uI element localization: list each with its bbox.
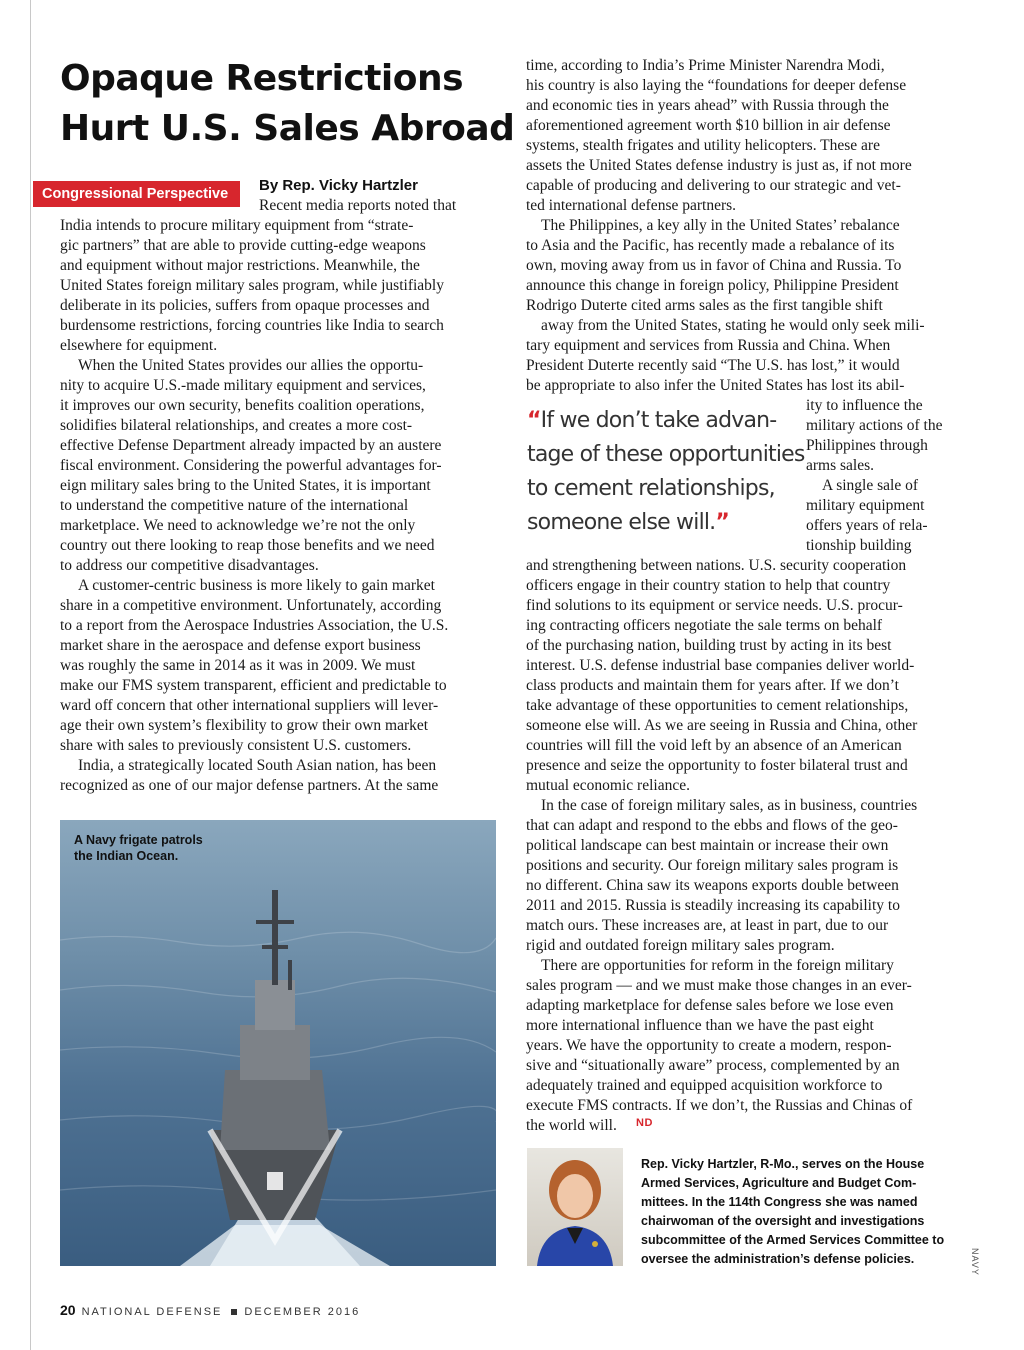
body-text-line: to understand the competitive nature of the international <box>60 497 409 514</box>
body-text-line: The Philippines, a key ally in the United States’ rebalance <box>541 217 900 234</box>
close-quote-mark: ” <box>715 510 730 535</box>
byline: By Rep. Vicky Hartzler <box>259 177 418 194</box>
bio-line: mittees. In the 114th Congress she was named <box>641 1195 918 1209</box>
body-text-line: away from the United States, stating he would only seek mili- <box>541 317 925 334</box>
body-text-line: aforementioned agreement worth $10 billion in air defense <box>526 117 891 134</box>
photo-caption-line: A Navy frigate patrols <box>74 833 203 847</box>
pull-quote <box>527 404 807 540</box>
body-text-line: ted international defense partners. <box>526 197 737 214</box>
pull-quote-line <box>527 506 807 540</box>
body-text-line: was roughly the same in 2014 as it was in 2009. We must <box>60 657 416 674</box>
body-text-line: time, according to India’s Prime Minister Narendra Modi, <box>526 57 885 74</box>
bio-line: chairwoman of the oversight and investigations <box>641 1214 925 1228</box>
author-portrait <box>527 1148 623 1266</box>
photo-caption <box>74 832 203 864</box>
body-text-line: execute FMS contracts. If we don’t, the Russias and Chinas of <box>526 1097 913 1114</box>
title-line: Opaque Restrictions <box>60 58 464 99</box>
body-text-line: of the purchasing nation, building trust by acting in its best <box>526 637 892 654</box>
photo-credit: NAVY <box>970 1248 980 1276</box>
body-text-line: positions and security. Our foreign military sales program is <box>526 857 899 874</box>
body-text-line: solidifies bilateral relationships, and creates a more cost- <box>60 417 413 434</box>
body-text-line: presence and seize the opportunity to foster bilateral trust and <box>526 757 908 774</box>
body-text-line: to a report from the Aerospace Industries Association, the U.S. <box>60 617 449 634</box>
body-text-line: someone else will. As we are seeing in Russia and China, other <box>526 717 918 734</box>
body-text-line: officers engage in their country station to help that country <box>526 577 891 594</box>
body-text-line: tary equipment and services from Russia and China. When <box>526 337 891 354</box>
body-text-line: be appropriate to also infer the United States has lost its abil- <box>526 377 905 394</box>
body-text-line: systems, stealth frigates and utility helicopters. These are <box>526 137 880 154</box>
body-text-line: Rodrigo Duterte cited arms sales as the first tangible shift <box>526 297 883 314</box>
body-text-line: adapting marketplace for defense sales before we lose even <box>526 997 894 1014</box>
body-text-line: find solutions to its equipment or service needs. U.S. procur- <box>526 597 903 614</box>
body-text-line: more international influence than we have the past eight <box>526 1017 874 1034</box>
section-label: Congressional Perspective <box>33 181 240 207</box>
body-text-line: ward off concern that other international suppliers will lever- <box>60 697 439 714</box>
body-text-line: capable of producing and delivering to our strategic and vet- <box>526 177 901 194</box>
body-text-line: India, a strategically located South Asian nation, has been <box>78 757 437 774</box>
body-text-line: India intends to procure military equipment from “strate- <box>60 217 414 234</box>
page-number: 20 <box>60 1302 76 1318</box>
body-text-line: 2011 and 2015. Russia is steadily increasing its capability to <box>526 897 900 914</box>
body-text-line: share with sales to previously consistent U.S. customers. <box>60 737 412 754</box>
issue-date: DECEMBER 2016 <box>244 1306 361 1318</box>
open-quote-mark: “ <box>527 408 541 433</box>
bio-line: subcommittee of the Armed Services Committee to <box>641 1233 945 1247</box>
body-text-line: There are opportunities for reform in the foreign military <box>541 957 894 974</box>
body-text-line: and equipment without major restrictions. Meanwhile, the <box>60 257 420 274</box>
body-text-line: deliberate in its policies, suffers from opaque processes and <box>60 297 430 314</box>
body-text-line: take advantage of these opportunities to cement relationships, <box>526 697 909 714</box>
body-text-line: to Asia and the Pacific, has recently made a rebalance of its <box>526 237 895 254</box>
body-text-line: ity to influence the <box>806 397 923 414</box>
pull-quote-line <box>527 404 807 438</box>
body-text-line: military actions of the <box>806 417 943 434</box>
body-text-line: recognized as one of our major defense partners. At the same <box>60 777 439 794</box>
body-text-line: political landscape can best maintain or increase their own <box>526 837 889 854</box>
body-text-line: announce this change in foreign policy, Philippine President <box>526 277 899 294</box>
body-text-line: In the case of foreign military sales, as in business, countries <box>541 797 918 814</box>
body-text-line: fiscal environment. Considering the powerful advantages for- <box>60 457 442 474</box>
body-text-line: and economic ties in years ahead” with Russia through the <box>526 97 889 114</box>
body-text-line: adequately trained and equipped acquisition workforce to <box>526 1077 883 1094</box>
body-text-line: nity to acquire U.S.-made military equipment and services, <box>60 377 426 394</box>
body-text-line: countries will fill the void left by an absence of an American <box>526 737 902 754</box>
body-text-line: A customer-centric business is more likely to gain market <box>78 577 435 594</box>
frigate-illustration <box>60 820 496 1266</box>
body-text-line: assets the United States defense industry is just as, if not more <box>526 157 912 174</box>
body-text-line: match ours. These increases are, at least in part, due to our <box>526 917 889 934</box>
bio-line: oversee the administration’s defense policies. <box>641 1252 915 1266</box>
body-text-line: When the United States provides our allies the opportu- <box>78 357 424 374</box>
body-text-line: eign military sales bring to the United States, it is important <box>60 477 431 494</box>
body-text-line: country out there looking to reap those benefits and we need <box>60 537 435 554</box>
body-text-line: mutual economic reliance. <box>526 777 690 794</box>
author-portrait-illustration <box>527 1148 623 1266</box>
bio-line: Armed Services, Agriculture and Budget Com- <box>641 1176 917 1190</box>
body-text-line: A single sale of <box>822 477 918 494</box>
body-text-line: to address our competitive disadvantages. <box>60 557 319 574</box>
article-title <box>60 54 520 154</box>
body-text-line: his country is also laying the “foundations for deeper defense <box>526 77 907 94</box>
body-text-line: gic partners” that are able to provide cutting-edge weapons <box>60 237 426 254</box>
page-edge-rule <box>30 0 31 1350</box>
body-text-line: President Duterte recently said “The U.S. has lost,” it would <box>526 357 900 374</box>
body-text-line: interest. U.S. defense industrial base companies deliver world- <box>526 657 915 674</box>
body-text-line: military equipment <box>806 497 925 514</box>
body-text-line: burdensome restrictions, forcing countries like India to search <box>60 317 444 334</box>
pull-quote-text: someone else will. <box>527 510 716 535</box>
body-text-line: elsewhere for equipment. <box>60 337 218 354</box>
body-text-line: marketplace. We need to acknowledge we’re not the only <box>60 517 416 534</box>
body-text-line: arms sales. <box>806 457 875 474</box>
bio-line: Rep. Vicky Hartzler, R-Mo., serves on the House <box>641 1157 925 1171</box>
body-text-line: market share in the aerospace and defense export business <box>60 637 421 654</box>
author-bio <box>641 1155 944 1269</box>
page-footer <box>60 1302 360 1318</box>
body-text-line: Recent media reports noted that <box>259 197 457 214</box>
pull-quote-line: to cement relationships, <box>527 476 775 501</box>
photo-caption-line: the Indian Ocean. <box>74 849 179 863</box>
body-text-line: the world will. <box>526 1117 617 1134</box>
body-text-line: it improves our own security, benefits coalition operations, <box>60 397 425 414</box>
body-text-line: years. We have the opportunity to create a modern, respon- <box>526 1037 892 1054</box>
publication-name: NATIONAL DEFENSE <box>81 1306 223 1318</box>
body-text-line: sales program — and we must make those changes in an ever- <box>526 977 912 994</box>
body-text-line: ing contracting officers negotiate the sale terms on behalf <box>526 617 883 634</box>
body-text-line: offers years of rela- <box>806 517 928 534</box>
footer-separator <box>231 1309 237 1315</box>
body-text-line: sive and “situationally aware” process, complemented by an <box>526 1057 900 1074</box>
pull-quote-text: If we don’t take advan- <box>540 408 777 433</box>
body-text-line: and strengthening between nations. U.S. security cooperation <box>526 557 907 574</box>
title-line: Hurt U.S. Sales Abroad <box>60 108 515 149</box>
end-mark: ND <box>636 1117 653 1129</box>
body-text-line: age their own system’s flexibility to grow their own market <box>60 717 429 734</box>
body-text-line: make our FMS system transparent, efficient and predictable to <box>60 677 447 694</box>
pull-quote-line: tage of these opportunities <box>527 442 805 467</box>
frigate-photo <box>60 820 496 1266</box>
body-text-line: Philippines through <box>806 437 928 454</box>
body-text-line: effective Defense Department already impacted by an austere <box>60 437 442 454</box>
body-text-line: United States foreign military sales program, while justifiably <box>60 277 444 294</box>
body-text-line: that can adapt and respond to the ebbs and flows of the geo- <box>526 817 898 834</box>
body-text-line: rigid and outdated foreign military sales program. <box>526 937 835 954</box>
body-text-line: no different. China saw its weapons exports double between <box>526 877 899 894</box>
body-text-line: own, moving away from us in favor of China and Russia. To <box>526 257 902 274</box>
body-text-line: share in a competitive environment. Unfortunately, according <box>60 597 442 614</box>
body-text-line: tionship building <box>806 537 912 554</box>
body-text-line: class products and maintain them for years after. If we don’t <box>526 677 899 694</box>
